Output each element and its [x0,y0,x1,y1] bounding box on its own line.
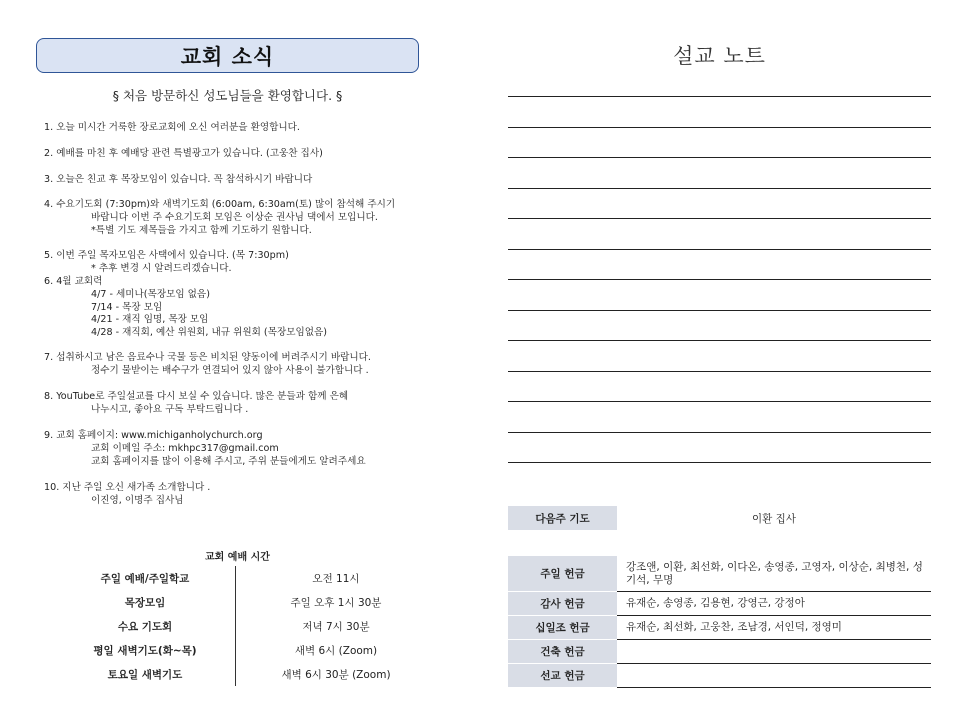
offering-names: 유재순, 최선화, 고웅찬, 조남경, 서인덕, 정영미 [617,616,931,640]
table-row [508,592,931,616]
notice-text: 4. 수요기도회 (7:30pm)와 새벽기도회 (6:00am, 6:30am(토) 많이 참석해 주시기 [44,199,396,210]
note-line [508,279,931,280]
notice-detail: 이진영, 이명주 집사님 [91,494,184,506]
service-name: 주일 예배/주일학교 [55,566,236,590]
notice-item [44,391,348,417]
notice-text: 9. 교회 홈페이지: www.michiganholychurch.org [44,430,263,441]
notice-text: 7. 섭취하시고 남은 음료수나 국물 등은 비치된 양동이에 버려주시기 바랍니다. [44,352,371,363]
notice-text: 8. YouTube로 주일설교를 다시 보실 수 있습니다. 많은 분들과 함께 은혜 [44,391,349,402]
notice-detail: *특별 기도 제목들을 가지고 함께 기도하기 원합니다. [91,224,312,236]
note-line [508,340,931,341]
note-line [508,310,931,311]
offering-label: 십일조 헌금 [508,616,617,640]
service-name: 토요일 새벽기도 [55,662,236,686]
notice-detail: 교회 홈페이지를 많이 이용해 주시고, 주위 분들에게도 알려주세요 [91,455,366,467]
service-time: 저녁 7시 30분 [302,620,370,633]
note-line [508,432,931,433]
notice-text: 1. 오늘 미시간 거룩한 장로교회에 오신 여러분을 환영합니다. [44,122,300,133]
schedule-title: 교회 예배 시간 [205,552,270,563]
table-row [55,638,436,662]
calendar-entry: 4/21 - 재직 임명, 목장 모임 [91,314,209,326]
note-line [508,401,931,402]
notice-item [44,250,289,276]
offering-label: 선교 헌금 [508,664,617,688]
notice-item [44,430,366,468]
service-name: 수요 기도회 [55,614,236,638]
notice-item [44,174,312,187]
notice-item [44,352,371,378]
notice-text: 6. 4월 교회력 [44,276,103,287]
notice-item [44,276,327,340]
notice-text: 5. 이번 주일 목자모임은 사택에서 있습니다. (목 7:30pm) [44,250,289,261]
table-row [508,664,931,688]
table-row [55,662,436,686]
notice-detail: 정수기 물받이는 배수구가 연결되어 있지 않아 사용이 불가합니다 . [91,364,369,376]
table-row [55,566,436,590]
notice-detail: 바랍니다 이번 주 수요기도회 모임은 이상순 권사님 댁에서 모입니다. [91,211,378,223]
service-name: 평일 새벽기도(화~목) [55,638,236,662]
notice-text: 2. 예배를 마친 후 예배당 관련 특별광고가 있습니다. (고웅찬 집사) [44,148,323,159]
welcome-message: § 처음 방문하신 성도님들을 환영합니다. § [112,88,343,103]
notice-text: 3. 오늘은 친교 후 목장모임이 있습니다. 꼭 참석하시기 바랍니다 [44,174,313,185]
table-row [508,556,931,592]
service-name: 목장모임 [55,590,236,614]
table-row [508,640,931,664]
service-time: 새벽 6시 (Zoom) [294,644,378,657]
offering-names: 유재순, 송영종, 김용현, 강영근, 강정아 [617,592,931,616]
note-line [508,96,931,97]
note-line [508,157,931,158]
notice-item [44,199,395,237]
table-row [55,590,436,614]
offering-names [617,664,931,688]
next-prayer-label: 다음주 기도 [508,506,617,530]
notice-item [44,122,300,135]
note-line [508,188,931,189]
calendar-entry: 7/14 - 목장 모임 [91,301,163,313]
offering-names: 강조앤, 이환, 최선화, 이다온, 송영종, 고영자, 이상순, 최병천, 성기석, 무명 [617,556,931,592]
notice-text: 10. 지난 주일 오신 새가족 소개합니다 . [44,482,211,493]
notice-item [44,482,210,508]
next-prayer-value: 이환 집사 [752,512,796,525]
offering-label: 주일 헌금 [508,556,617,592]
service-time: 주일 오후 1시 30분 [290,596,382,609]
service-time: 오전 11시 [312,572,360,585]
notice-detail: 나누시고, 좋아요 구독 부탁드립니다 . [91,403,249,415]
calendar-entry: 4/7 - 세미나(목장모임 없음) [91,288,210,300]
offering-label: 감사 헌금 [508,592,617,616]
calendar-entry: 4/28 - 재직회, 예산 위원회, 내규 위원회 (목장모임없음) [91,327,328,339]
service-time: 새벽 6시 30분 (Zoom) [281,668,391,681]
note-line [508,462,931,463]
offering-table [508,556,931,688]
table-row [508,616,931,640]
offering-label: 건축 헌금 [508,640,617,664]
church-news-banner: 교회 소식 [36,38,419,73]
note-line [508,218,931,219]
sermon-notes-title: 설교 노트 [673,44,766,68]
table-row [55,614,436,638]
notice-detail: * 추후 변경 시 알려드리겠습니다. [91,262,232,274]
note-line [508,127,931,128]
notice-item [44,148,323,161]
note-line [508,371,931,372]
notice-detail: 교회 이메일 주소: mkhpc317@gmail.com [91,442,279,454]
offering-names [617,640,931,664]
worship-schedule-table [55,566,436,686]
note-line [508,249,931,250]
